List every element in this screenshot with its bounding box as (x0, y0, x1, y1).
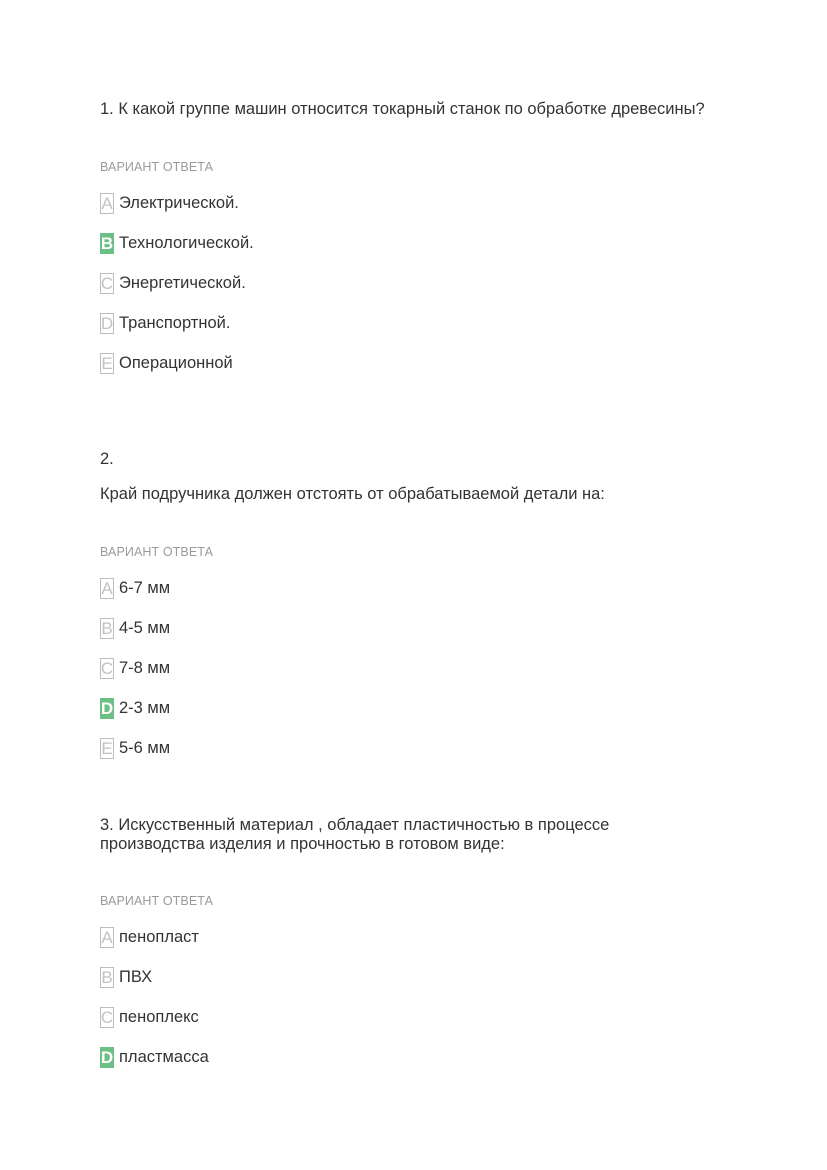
option-a[interactable] (100, 576, 740, 600)
option-a[interactable] (100, 925, 740, 949)
question-3-options (100, 925, 740, 1069)
option-text: Энергетической. (119, 273, 246, 292)
option-text: пеноплекс (119, 1007, 199, 1026)
option-b[interactable] (100, 616, 740, 640)
option-letter: A (101, 193, 113, 213)
question-3-variant-label: ВАРИАНТ ОТВЕТА (100, 894, 214, 908)
option-letter: C (100, 273, 114, 293)
option-letter: E (101, 738, 113, 758)
option-c[interactable] (100, 656, 740, 680)
question-1-text: 1. К какой группе машин относится токарный станок по обработке древесины? (100, 100, 705, 118)
option-letter: D (100, 313, 114, 333)
question-3-text-line1: 3. Искусственный материал , обладает пластичностью в процессе (100, 816, 610, 834)
option-letter: C (100, 658, 114, 678)
option-letter: A (101, 578, 113, 598)
question-2-variant-label: ВАРИАНТ ОТВЕТА (100, 545, 214, 559)
question-2-number: 2. (100, 450, 114, 468)
option-text: 7-8 мм (119, 658, 171, 677)
option-text: 5-6 мм (119, 738, 171, 757)
option-letter: A (101, 927, 113, 947)
question-2-options (100, 576, 740, 760)
question-2-text: Край подручника должен отстоять от обрабатываемой детали на: (100, 485, 605, 503)
option-letter: B (101, 967, 113, 987)
option-c[interactable] (100, 271, 740, 295)
option-letter-correct: D (100, 1047, 114, 1067)
option-letter-correct: B (100, 233, 114, 253)
option-e[interactable] (100, 736, 740, 760)
option-a[interactable] (100, 191, 740, 215)
option-d[interactable] (100, 696, 740, 720)
option-letter: B (101, 618, 113, 638)
option-text: 2-3 мм (119, 698, 171, 717)
option-b[interactable] (100, 231, 740, 255)
option-text: Технологической. (119, 233, 254, 252)
option-d[interactable] (100, 311, 740, 335)
option-text: пенопласт (119, 927, 199, 946)
question-3-text (100, 816, 740, 854)
option-text: Транспортной. (119, 313, 231, 332)
option-letter: C (100, 1007, 114, 1027)
question-1-options (100, 191, 740, 375)
option-d[interactable] (100, 1045, 740, 1069)
option-letter-correct: D (100, 698, 114, 718)
option-text: 6-7 мм (119, 578, 171, 597)
question-3-text-line2: производства изделия и прочностью в готовом виде: (100, 835, 505, 853)
option-b[interactable] (100, 965, 740, 989)
option-text: ПВХ (119, 967, 153, 986)
option-text: Электрической. (119, 193, 239, 212)
option-letter: E (101, 353, 113, 373)
option-text: пластмасса (119, 1047, 209, 1066)
question-1-variant-label: ВАРИАНТ ОТВЕТА (100, 160, 214, 174)
option-c[interactable] (100, 1005, 740, 1029)
option-text: 4-5 мм (119, 618, 171, 637)
option-text: Операционной (119, 353, 233, 372)
option-e[interactable] (100, 351, 740, 375)
